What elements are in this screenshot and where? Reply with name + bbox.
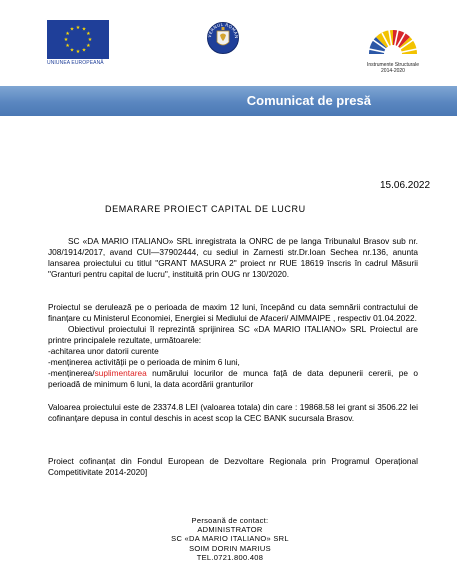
objective-bullet-2: -menținerea activității pe o perioada de minim 6 luni, xyxy=(48,357,240,367)
banner-title: Comunicat de presă xyxy=(246,93,371,108)
is-caption-line1: Instrumente Structurale xyxy=(367,62,419,68)
highlighted-word: suplimentarea xyxy=(94,368,147,378)
press-release-banner xyxy=(0,86,457,116)
contact-company: SC «DA MARIO ITALIANO» SRL xyxy=(171,534,289,544)
sunburst-icon xyxy=(362,18,424,62)
svg-text:★: ★ xyxy=(75,25,81,31)
svg-text:★: ★ xyxy=(86,43,91,49)
paragraph-objective xyxy=(48,324,418,390)
coat-of-arms-icon xyxy=(206,18,240,66)
eu-flag-icon xyxy=(47,20,109,59)
contact-phone: TEL.0721.800.408 xyxy=(196,552,264,562)
svg-text:★: ★ xyxy=(69,26,75,33)
svg-text:★: ★ xyxy=(75,49,81,55)
paragraph-value: Valoarea proiectului este de 23374.8 LEI (valoarea totala) din care : 19868.58 lei grant si 3506.22 lei cofinanțare depusa in contul deschis in acest scop la CEC BANK sucursala Brasov. xyxy=(48,402,418,423)
svg-text:★: ★ xyxy=(87,37,93,43)
svg-text:★: ★ xyxy=(81,47,87,54)
svg-text:★: ★ xyxy=(81,26,87,33)
objective-intro: Obiectivul proiectului îl reprezintă sprijinirea SC «DA MARIO ITALIANO» SRL Proiectul are printre principalele rezultate, următoarele: xyxy=(48,324,418,345)
paragraph-company-text: SC «DA MARIO ITALIANO» SRL inregistrata la ONRC de pe langa Tribunalul Brasov sub nr. J08/1914/2017, avand CUI—37902444, cu sediul in Zarnesti str.Dr.Ioan Sechea nr.136, anunta lansarea proiectului cu titlul "GRANT MASURA 2" proiect nr RUE 18619 înscris în cadrul Măsurii "Granturi pentru capital de lucru", instituită prin OUG nr 130/2020. xyxy=(48,236,418,279)
svg-text:★: ★ xyxy=(86,31,91,37)
contact-name: SOIM DORIN MARIUS xyxy=(189,543,271,553)
objective-bullet-1: -achitarea unor datorii curente xyxy=(48,346,159,356)
paragraph-company xyxy=(48,236,418,280)
structural-instruments-logo xyxy=(362,18,424,82)
svg-text:★: ★ xyxy=(65,43,70,49)
objective-bullet-3-end: numărului locurilor de munca față de data depunerii cererii, pe o perioadă de minimum 6 luni, la data acordării granturilor xyxy=(48,368,418,389)
contact-heading: Persoană de contact: xyxy=(191,516,269,525)
paragraph-duration: Proiectul se derulează pe o perioada de maxim 12 luni, începând cu data semnării contractului de finanțare cu Ministerul Economiei, Energiei si Mediului de Afaceri/ AIMMAIPE , respectiv 01.04.2022. xyxy=(48,302,418,323)
eu-logo xyxy=(47,20,109,64)
paragraph-cofinancing: Proiect cofinanțat din Fondul European de Dezvoltare Regionala prin Programul Operațional Competitivitate 2014-2020] xyxy=(48,456,418,477)
document-title: DEMARARE PROIECT CAPITAL DE LUCRU xyxy=(105,204,306,214)
svg-text:★: ★ xyxy=(65,31,70,37)
logo-bar xyxy=(0,0,457,90)
is-caption-line2: 2014-2020 xyxy=(381,68,405,74)
gov-caption: VERNUL ROMÂN xyxy=(206,21,240,39)
svg-text:★: ★ xyxy=(69,47,75,54)
eu-caption: UNIUNEA EUROPEANĂ xyxy=(47,60,104,66)
objective-bullet-3 xyxy=(48,368,418,390)
document-date: 15.06.2022 xyxy=(380,180,431,191)
contact-role: ADMINISTRATOR xyxy=(197,525,263,535)
structural-instruments-caption xyxy=(362,62,424,74)
contact-block xyxy=(130,516,330,562)
svg-text:★: ★ xyxy=(63,37,69,43)
objective-bullet-3-start: -menținerea/ xyxy=(48,368,95,378)
government-logo xyxy=(206,18,240,66)
